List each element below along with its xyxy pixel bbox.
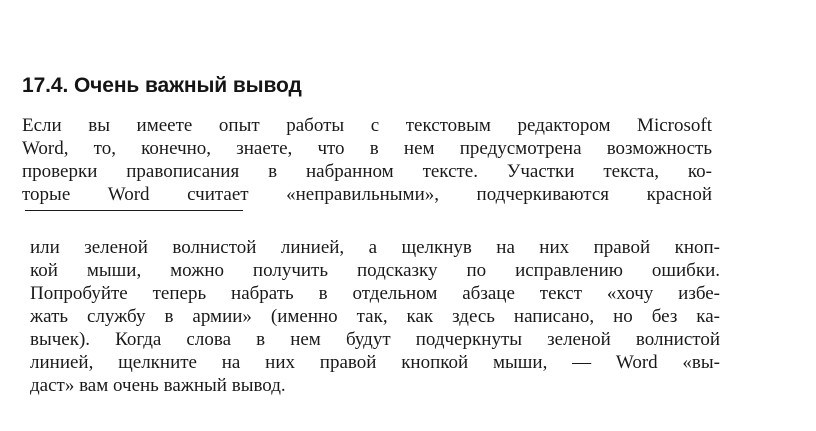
paragraph-1 xyxy=(22,114,712,206)
text-line: торые Word считает «неправильными», подчеркиваются красной xyxy=(22,184,712,205)
text-line: проверки правописания в набранном тексте. Участки текста, ко- xyxy=(22,161,712,182)
text-line: даст» вам очень важный вывод. xyxy=(30,375,286,396)
text-line: линией, щелкните на них правой кнопкой мыши, — Word «вы- xyxy=(30,352,720,373)
text-line: вычек). Когда слова в нем будут подчеркнуты зеленой волнистой xyxy=(30,329,720,350)
text-line: кой мыши, можно получить подсказку по исправлению ошибки. xyxy=(30,260,720,281)
text-line: или зеленой волнистой линией, а щелкнув на них правой кноп- xyxy=(30,237,720,258)
text-line: жать службу в армии» (именно так, как здесь написано, но без ка- xyxy=(30,306,720,327)
text-line: Если вы имеете опыт работы с текстовым редактором Microsoft xyxy=(22,115,712,136)
text-line: Word, то, конечно, знаете, что в нем предусмотрена возможность xyxy=(22,138,712,159)
paragraph-2 xyxy=(30,236,720,397)
section-heading: 17.4. Очень важный вывод xyxy=(22,74,302,97)
text-line: Попробуйте теперь набрать в отдельном абзаце текст «хочу избе- xyxy=(30,283,720,304)
footnote-separator-line xyxy=(25,210,243,211)
